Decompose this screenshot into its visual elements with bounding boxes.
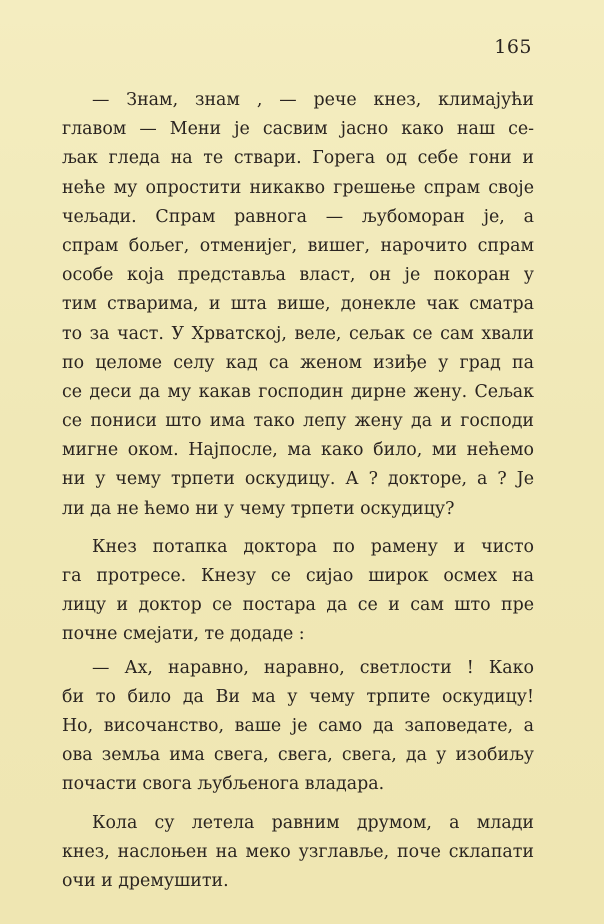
text-line: почасти свога љубљенога владара.: [62, 774, 385, 795]
text-line: љак гледа на те ствари. Горега од себе гони и: [62, 148, 534, 169]
page-number: 165: [494, 36, 532, 58]
text-line: мигне оком. Најпосле, ма како било, ми нећемо: [62, 440, 534, 461]
text-line: кнез, наслоњен на меко узглавље, поче склапати: [62, 841, 534, 862]
text-line: ли да не ћемо ни у чему трпети оскудицу?: [62, 498, 455, 519]
text-line: ни у чему трпети оскудицу. А ? докторе, а ? Је: [62, 469, 534, 490]
text-line: особе која представља власт, он је покоран у: [62, 265, 534, 286]
text-line: Кнез потапка доктора по рамену и чисто: [92, 536, 534, 557]
paragraph: [62, 86, 534, 524]
text-line: неће му опростити никакво грешење спрам своје: [62, 177, 534, 198]
text-line: — Знам, знам , — рече кнез, климајући: [92, 90, 534, 110]
paragraph: [62, 809, 534, 897]
text-line: спрам бољег, отменијег, вишег, нарочито спрам: [62, 235, 534, 256]
text-line: лицу и доктор се постара да се и сам што пре: [62, 595, 534, 616]
text-line: би то било да Ви ма у чему трпите оскудицу!: [62, 686, 534, 707]
text-line: Кола су летела равним друмом, а млади: [92, 812, 534, 833]
paragraph: [62, 533, 534, 650]
paragraph-gap: [62, 800, 534, 809]
text-line: почне смејати, те додаде :: [62, 624, 305, 645]
text-line: га протресе. Кнезу се сијао широк осмех на: [62, 566, 534, 586]
text-line: то за част. У Хрватској, веле, сељак се сам хвали: [62, 323, 534, 344]
text-line: Но, височанство, ваше је само да заповедате, а: [62, 715, 534, 736]
text-line: ова земља има свега, свега, свега, да у изобиљу: [62, 745, 534, 766]
paragraph-gap: [62, 524, 534, 533]
page-text: [62, 86, 534, 896]
text-line: — Ах, наравно, наравно, светлости ! Како: [92, 657, 534, 678]
paragraph: [62, 654, 534, 800]
text-line: се пониси што има тако лепу жену да и господи: [62, 411, 534, 432]
text-line: тим стварима, и шта више, донекле чак сматра: [62, 294, 534, 315]
text-line: главом — Мени је сасвим јасно како наш се-: [62, 119, 534, 140]
text-line: се деси да му какав господин дирне жену. Сељак: [62, 381, 534, 402]
text-line: очи и дремушити.: [62, 870, 229, 891]
text-line: по целоме селу кад са женом изиђе у град па: [62, 352, 534, 373]
text-line: чељади. Спрам равнога — љубоморан је, а: [62, 206, 534, 227]
